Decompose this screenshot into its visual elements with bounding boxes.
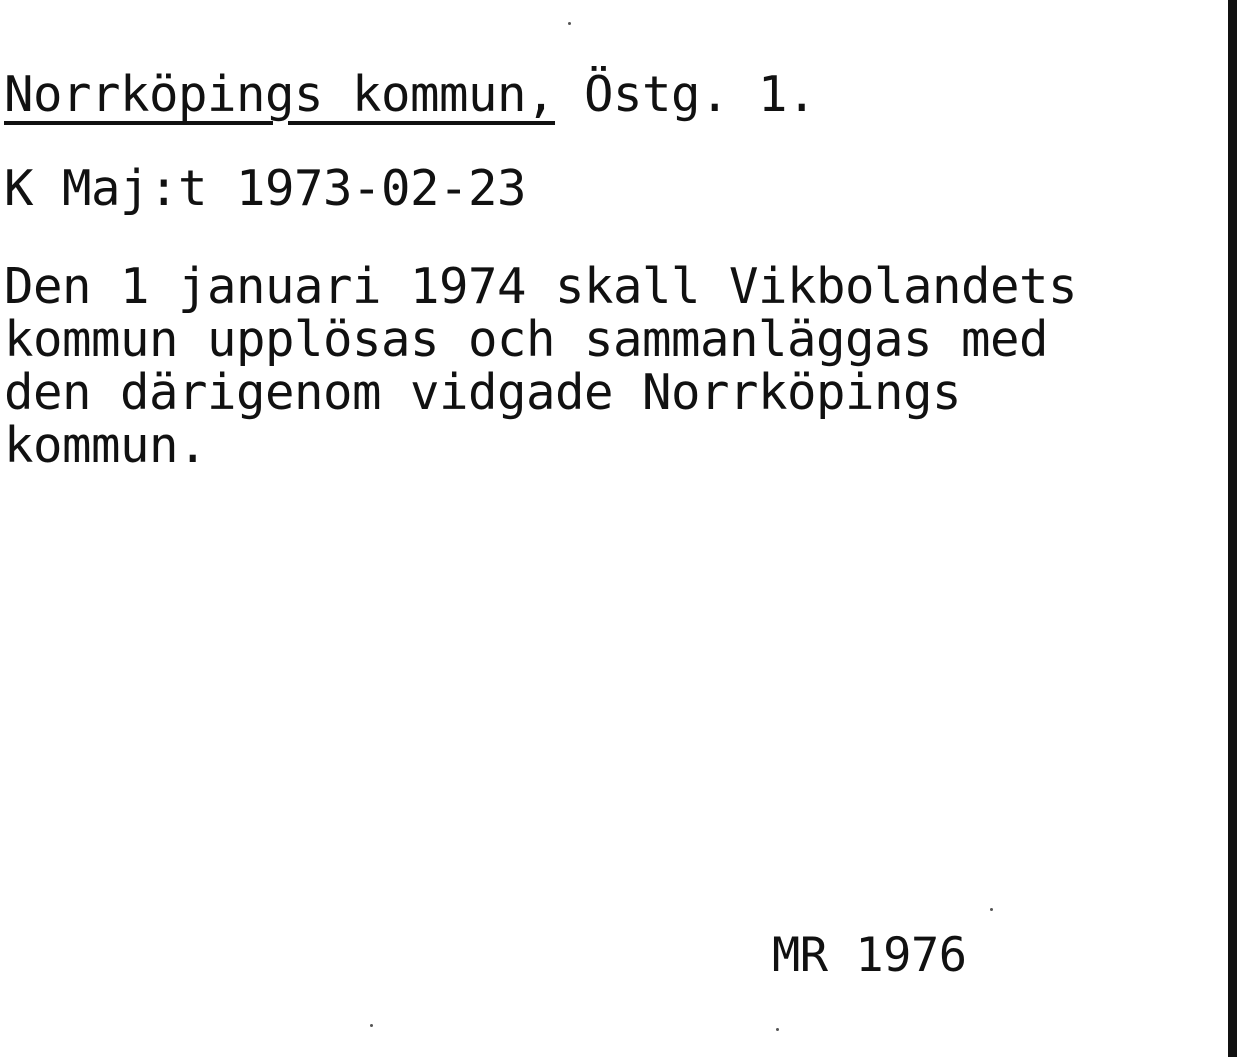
speck-top <box>568 22 571 25</box>
speck-right <box>990 908 993 911</box>
body-line: Den 1 januari 1974 skall Vikbolandets <box>4 258 1078 315</box>
signature: MR 1976 <box>772 928 967 983</box>
body-line: kommun upplösas och sammanläggas med <box>4 311 1049 368</box>
speck-bottom-right <box>776 1028 779 1031</box>
card-body <box>4 260 1077 472</box>
body-line: kommun. <box>4 417 208 474</box>
card-heading <box>4 66 816 124</box>
municipality-name: Norrköpings kommun, <box>4 66 556 123</box>
body-line: den därigenom vidgade Norrköpings <box>4 364 962 421</box>
card-edge-line <box>1228 0 1237 1057</box>
decision-line: K Maj:t 1973-02-23 <box>4 160 527 217</box>
county-code: Östg. 1. <box>555 66 817 123</box>
speck-bottom-left <box>370 1024 373 1027</box>
